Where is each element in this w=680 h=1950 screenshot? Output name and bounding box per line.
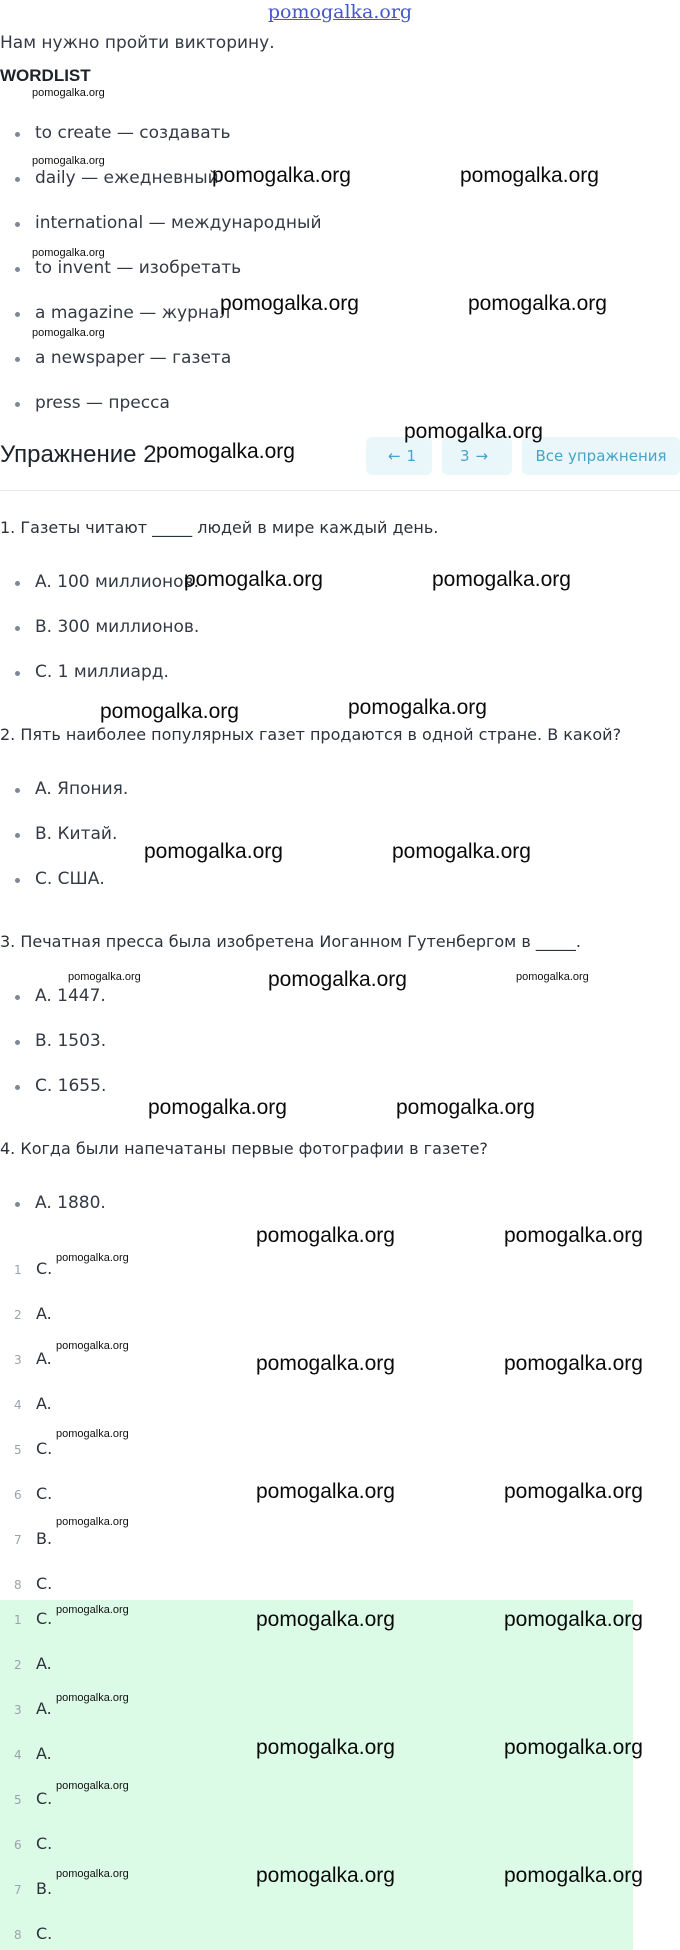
watermark: pomogalka.org — [460, 164, 599, 187]
arrow-right-icon: → — [475, 447, 489, 465]
bullet-icon — [15, 177, 20, 182]
watermark: pomogalka.org — [256, 1608, 395, 1631]
watermark: pomogalka.org — [404, 420, 543, 443]
next-exercise-button[interactable]: 3 → — [442, 437, 512, 475]
bullet-icon — [15, 581, 20, 586]
bullet-icon — [15, 788, 20, 793]
site-logo[interactable]: pomogalka.org — [267, 1, 413, 23]
watermark: pomogalka.org — [432, 568, 571, 591]
watermark: pomogalka.org — [212, 164, 351, 187]
watermark: pomogalka.org — [348, 696, 487, 719]
watermark: pomogalka.org — [32, 87, 105, 99]
watermark: pomogalka.org — [504, 1352, 643, 1375]
watermark: pomogalka.org — [68, 971, 141, 983]
watermark: pomogalka.org — [468, 292, 607, 315]
watermark: pomogalka.org — [32, 247, 105, 259]
exercise-title: Упражнение 2 — [0, 441, 157, 468]
watermark: pomogalka.org — [32, 327, 105, 339]
watermark: pomogalka.org — [396, 1096, 535, 1119]
watermark: pomogalka.org — [100, 700, 239, 723]
watermark: pomogalka.org — [392, 840, 531, 863]
question-text: 3. Печатная пресса была изобретена Иоганном Гутенбергом в _____. — [0, 932, 581, 951]
all-exercises-button[interactable]: Все упражнения — [522, 437, 680, 475]
watermark: pomogalka.org — [268, 968, 407, 991]
bullet-icon — [15, 267, 20, 272]
bullet-icon — [15, 132, 20, 137]
bullet-icon — [15, 1202, 20, 1207]
bullet-icon — [15, 222, 20, 227]
watermark: pomogalka.org — [220, 292, 359, 315]
watermark: pomogalka.org — [56, 1604, 129, 1616]
watermark: pomogalka.org — [504, 1224, 643, 1247]
bullet-icon — [15, 833, 20, 838]
watermark: pomogalka.org — [56, 1340, 129, 1352]
divider — [0, 490, 680, 491]
question-text: 4. Когда были напечатаны первые фотографии в газете? — [0, 1139, 488, 1158]
intro-text: Нам нужно пройти викторину. — [0, 33, 275, 53]
watermark: pomogalka.org — [256, 1864, 395, 1887]
watermark: pomogalka.org — [256, 1736, 395, 1759]
bullet-icon — [15, 402, 20, 407]
watermark: pomogalka.org — [144, 840, 283, 863]
watermark: pomogalka.org — [56, 1428, 129, 1440]
watermark: pomogalka.org — [256, 1224, 395, 1247]
watermark: pomogalka.org — [56, 1252, 129, 1264]
bullet-icon — [15, 1040, 20, 1045]
watermark: pomogalka.org — [56, 1780, 129, 1792]
bullet-icon — [15, 626, 20, 631]
bullet-icon — [15, 878, 20, 883]
watermark: pomogalka.org — [56, 1516, 129, 1528]
wordlist-title: WORDLIST — [0, 66, 91, 85]
watermark: pomogalka.org — [256, 1480, 395, 1503]
bullet-icon — [15, 995, 20, 1000]
bullet-icon — [15, 357, 20, 362]
bullet-icon — [15, 671, 20, 676]
watermark: pomogalka.org — [504, 1736, 643, 1759]
arrow-left-icon: ← — [387, 447, 401, 465]
bullet-icon — [15, 312, 20, 317]
question-text: 2. Пять наиболее популярных газет продаются в одной стране. В какой? — [0, 725, 622, 744]
watermark: pomogalka.org — [148, 1096, 287, 1119]
watermark: pomogalka.org — [504, 1480, 643, 1503]
watermark: pomogalka.org — [56, 1692, 129, 1704]
watermark: pomogalka.org — [516, 971, 589, 983]
watermark: pomogalka.org — [256, 1352, 395, 1375]
watermark: pomogalka.org — [504, 1864, 643, 1887]
watermark: pomogalka.org — [32, 155, 105, 167]
watermark: pomogalka.org — [56, 1868, 129, 1880]
correct-answers-panel — [0, 1600, 633, 1950]
watermark: pomogalka.org — [504, 1608, 643, 1631]
bullet-icon — [15, 1085, 20, 1090]
watermark: pomogalka.org — [156, 440, 295, 463]
question-text: 1. Газеты читают _____ людей в мире каждый день. — [0, 518, 439, 537]
watermark: pomogalka.org — [184, 568, 323, 591]
prev-exercise-button[interactable]: ← 1 — [366, 437, 432, 475]
